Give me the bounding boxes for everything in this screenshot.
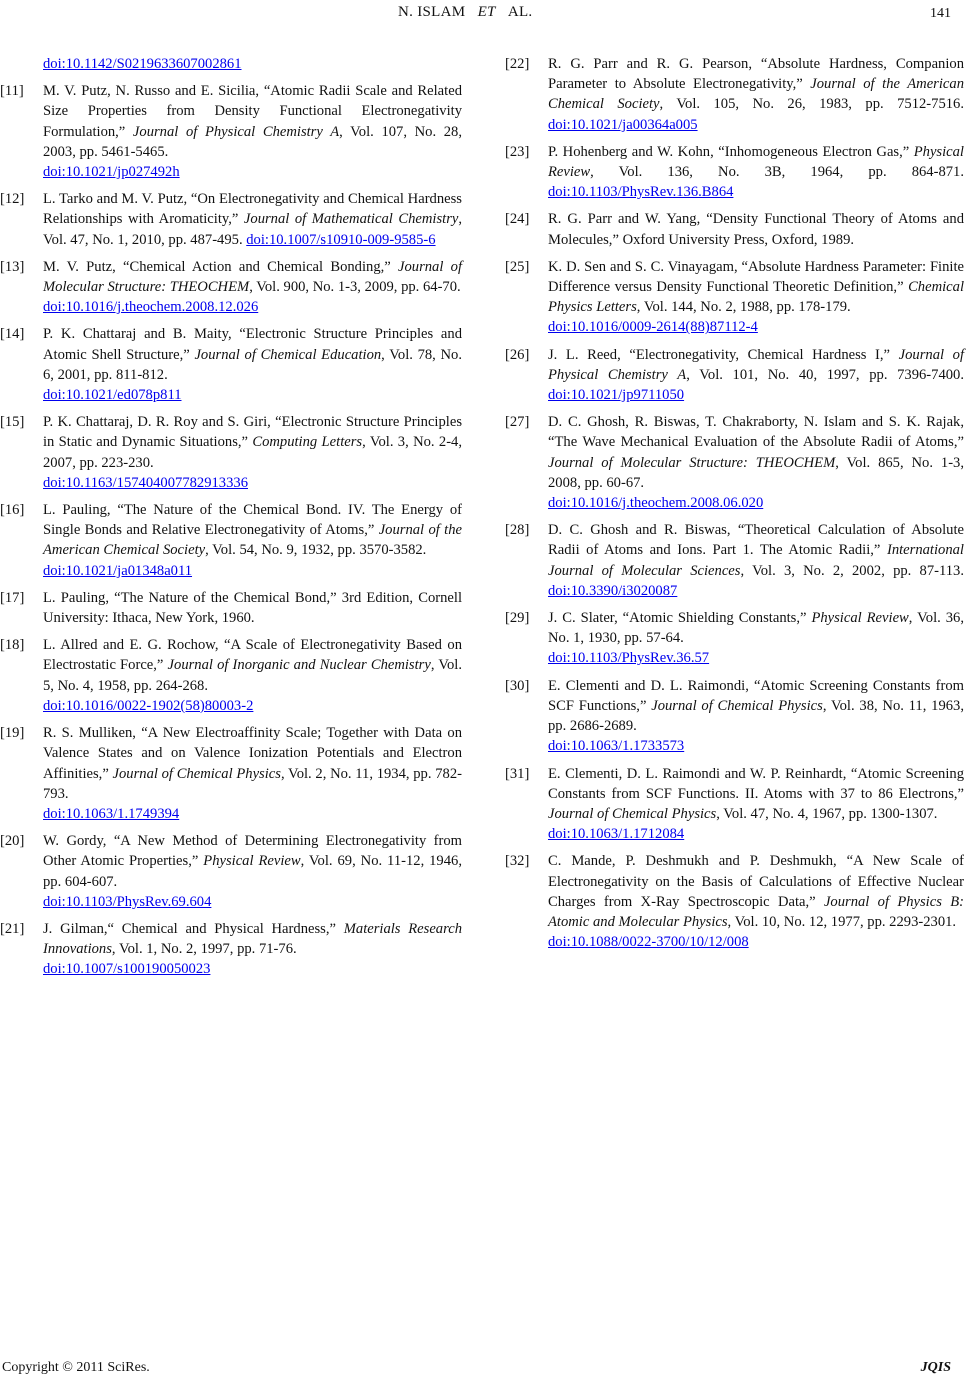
reference-entry [505,851,964,952]
reference-number: [18] [0,637,25,654]
journal-title: Journal of Molecular Structure: THEOCHEM [548,454,836,471]
reference-text: R. S. Mulliken, “A New Electroaffinity Scale; Together with Data on Valence States and on Valence Ionization Potentials and Electron Affinities,” [43,725,462,782]
reference-entry [0,189,462,250]
reference-number: [14] [0,326,25,343]
journal-title: Journal of Chemical Physics [548,805,717,822]
doi-link[interactable]: doi:10.1016/0022-1902(58)80003-2 [43,697,254,714]
reference-text: J. L. Reed, “Electronegativity, Chemical Hardness I,” [548,346,899,363]
reference-text: C. Mande, P. Deshmukh and P. Deshmukh, “A New Scale of Electronegativity on the Basis of Calculations of Effective Nuclear Charges from X-Ray Spectroscopic Data,” [548,853,964,910]
journal-title: Physical Review [811,610,909,627]
reference-entry [505,412,964,513]
doi-link[interactable]: doi:10.1142/S0219633607002861 [43,56,242,72]
doi-link[interactable]: doi:10.1063/1.1733573 [548,738,685,755]
reference-number: [23] [505,143,530,160]
reference-text: D. C. Ghosh and R. Biswas, “Theoretical Calculation of Absolute Radii of Atoms and Ions. Part 1. The Atomic Radii,” [548,522,964,559]
reference-entry [0,500,462,581]
doi-link[interactable]: doi:10.1016/j.theochem.2008.06.020 [548,495,764,512]
reference-text: K. D. Sen and S. C. Vinayagam, “Absolute Hardness Parameter: Finite Difference versus Density Functional Theoretic Definition,” [548,258,964,296]
journal-title: Computing Letters [252,434,363,451]
reference-continuation [0,54,462,74]
reference-text: E. Clementi and D. L. Raimondi, “Atomic Screening Constants from SCF Functions,” [548,677,964,714]
reference-text: R. G. Parr and W. Yang, “Density Functional Theory of Atoms and Molecules,” Oxford University Press, Oxford, 1989. [548,211,964,248]
reference-entry [0,81,462,182]
doi-link[interactable]: doi:10.1021/ja00364a005 [548,116,698,133]
doi-link[interactable]: doi:10.1021/ja01348a011 [43,562,193,579]
reference-entry [505,764,964,845]
reference-details: , Vol. 47, No. 1, 2010, pp. 487-495. [43,211,463,248]
reference-details: , Vol. 10, No. 12, 1977, pp. 2293-2301. [727,913,957,930]
reference-text: L. Pauling, “The Nature of the Chemical Bond,” 3rd Edition, Cornell University: Ithaca, New York, 1960. [43,589,462,627]
reference-entry [505,257,964,338]
reference-number: [24] [505,211,530,228]
doi-link[interactable]: doi:10.1163/157404007782913336 [43,474,248,491]
reference-details: , Vol. 101, No. 40, 1997, pp. 7396-7400. [686,366,964,383]
right-column [505,54,964,959]
journal-title: Journal of Inorganic and Nuclear Chemistry [167,657,431,674]
reference-entry [505,676,964,757]
journal-title: Physical Review [203,853,301,870]
reference-text: E. Clementi, D. L. Raimondi and W. P. Reinhardt, “Atomic Screening Constants from SCF Functions. II. Atoms with 37 to 86 Electrons,” [548,765,964,802]
journal-abbreviation: JQIS [920,1360,951,1375]
journal-title: Journal of the American Chemical Society [548,76,964,113]
reference-details: , Vol. 36, No. 1, 1930, pp. 57-64. [548,610,964,647]
journal-title: International Journal of Molecular Sciences [548,542,964,579]
reference-details: , Vol. 54, No. 9, 1932, pp. 3570-3582. [205,542,427,559]
doi-link[interactable]: doi:10.1016/j.theochem.2008.12.026 [43,299,259,316]
running-header [0,4,967,30]
reference-text: D. C. Ghosh, R. Biswas, T. Chakraborty, N. Islam and S. K. Rajak, “The Wave Mechanical Evaluation of the Absolute Radii of Atoms,” [548,414,964,451]
reference-details: , Vol. 144, No. 2, 1988, pp. 178-179. [636,299,851,316]
doi-link[interactable]: doi:10.1063/1.1712084 [548,826,685,843]
journal-title: Chemical Physics Letters [548,279,964,316]
reference-text: P. Hohenberg and W. Kohn, “Inhomogeneous Electron Gas,” [548,143,914,160]
reference-entry [505,345,964,406]
left-column [0,54,462,987]
reference-number: [25] [505,258,530,275]
reference-number: [32] [505,853,530,870]
reference-details: , Vol. 3, No. 2-4, 2007, pp. 223-230. [43,434,463,471]
reference-details: , Vol. 136, No. 3B, 1964, pp. 864-871. [590,164,964,181]
reference-entry [0,919,462,980]
reference-text: P. K. Chattaraj and B. Maity, “Electronic Structure Principles and Atomic Shell Structure,” [43,326,462,363]
reference-number: [22] [505,56,530,72]
doi-link[interactable]: doi:10.1007/s100190050023 [43,961,211,978]
journal-title: Journal of Physical Chemistry A [548,346,964,383]
reference-entry [505,209,964,249]
reference-number: [11] [0,83,24,100]
left-reference-list [0,81,462,979]
reference-entry [505,142,964,203]
reference-number: [26] [505,346,530,363]
reference-text: M. V. Putz, “Chemical Action and Chemical Bonding,” [43,258,398,275]
reference-number: [15] [0,414,25,431]
reference-text: P. K. Chattaraj, D. R. Roy and S. Giri, “Electronic Structure Principles in Static and Dynamic Situations,” [43,414,462,451]
page-number: 141 [930,6,951,21]
reference-entry [0,723,462,824]
reference-text: L. Pauling, “The Nature of the Chemical Bond. IV. The Energy of Single Bonds and Relative Electronegativity of Atoms,” [43,502,462,539]
reference-details: , Vol. 3, No. 2, 2002, pp. 87-113. [740,562,964,579]
journal-title: Journal of Chemical Education [194,346,382,363]
reference-details: , Vol. 1, No. 2, 1997, pp. 71-76. [111,941,297,958]
doi-link[interactable]: doi:10.1103/PhysRev.36.57 [548,650,710,667]
reference-text: J. C. Slater, “Atomic Shielding Constants,” [548,610,812,627]
reference-number: [17] [0,589,25,606]
journal-title: Journal of Physics B: Atomic and Molecular Physics [548,893,964,930]
running-title-al: AL. [507,4,533,20]
reference-number: [31] [505,765,530,782]
journal-title: Journal of Chemical Physics [112,765,281,782]
doi-link[interactable]: doi:10.1103/PhysRev.69.604 [43,893,212,910]
reference-details: , Vol. 5, No. 4, 1958, pp. 264-268. [43,657,462,694]
reference-number: [19] [0,725,25,742]
reference-entry [0,412,462,493]
journal-title: Journal of the American Chemical Society [43,522,462,559]
running-title-et: ET [477,4,496,20]
reference-entry [505,608,964,669]
reference-text: J. Gilman,“ Chemical and Physical Hardness,” [43,920,344,937]
reference-details: , Vol. 105, No. 26, 1983, pp. 7512-7516. [659,96,964,113]
reference-details: , Vol. 69, No. 11-12, 1946, pp. 604-607. [43,853,462,890]
running-title [398,4,532,21]
journal-title: Journal of Physical Chemistry A [132,123,340,140]
doi-link[interactable]: doi:10.1103/PhysRev.136.B864 [548,184,734,201]
reference-text: M. V. Putz, N. Russo and E. Sicilia, “Atomic Radii Scale and Related Size Properties from Density Functional Electronegativity Formulation,” [43,83,462,140]
doi-link[interactable]: doi:10.1007/s10910-009-9585-6 [246,231,436,248]
reference-details: , Vol. 47, No. 4, 1967, pp. 1300-1307. [716,805,938,822]
reference-number: [13] [0,258,25,275]
reference-number: [20] [0,833,25,850]
reference-number: [30] [505,677,530,694]
reference-text: L. Tarko and M. V. Putz, “On Electronegativity and Chemical Hardness Relationships with Aromaticity,” [43,191,462,228]
reference-number: [27] [505,414,530,431]
page-footer [0,1360,967,1380]
reference-details: , Vol. 107, No. 28, 2003, pp. 5461-5465. [43,123,462,160]
running-title-authors: N. ISLAM [398,4,466,20]
reference-details: , Vol. 900, No. 1-3, 2009, pp. 64-70. [249,279,461,296]
reference-entry [0,831,462,912]
journal-title: Physical Review [548,143,964,181]
reference-entry [505,54,964,135]
doi-link[interactable]: doi:10.1021/jp9711050 [548,387,685,404]
reference-number: [21] [0,920,25,937]
reference-number: [16] [0,502,25,519]
reference-number: [28] [505,522,530,539]
doi-link[interactable]: doi:10.1021/jp027492h [43,164,180,181]
reference-entry [0,257,462,318]
right-reference-list [505,54,964,952]
reference-number: [12] [0,191,25,208]
reference-details: , Vol. 78, No. 6, 2001, pp. 811-812. [43,346,462,383]
doi-link[interactable]: doi:10.1063/1.1749394 [43,805,180,822]
journal-title: Journal of Chemical Physics [651,697,823,714]
doi-link[interactable]: doi:10.1021/ed078p811 [43,387,182,404]
copyright-notice: Copyright © 2011 SciRes. [2,1360,150,1375]
reference-entry [505,520,964,601]
doi-link[interactable]: doi:10.1016/0009-2614(88)87112-4 [548,319,758,336]
reference-details: , Vol. 38, No. 11, 1963, pp. 2686-2689. [548,697,964,735]
reference-text: W. Gordy, “A New Method of Determining Electronegativity from Other Atomic Properties,” [43,833,462,870]
reference-number: [29] [505,610,530,627]
doi-link[interactable]: doi:10.3390/i3020087 [548,582,678,599]
doi-link[interactable]: doi:10.1088/0022-3700/10/12/008 [548,934,749,951]
reference-details: , Vol. 865, No. 1-3, 2008, pp. 60-67. [548,454,964,491]
reference-entry [0,324,462,405]
journal-title: Journal of Mathematical Chemistry [243,211,459,228]
reference-entry [0,588,462,628]
reference-entry [0,635,462,716]
journal-title: Materials Research Innovations [43,920,463,958]
journal-title: Journal of Molecular Structure: THEOCHEM [43,258,463,296]
reference-text: R. G. Parr and R. G. Pearson, “Absolute Hardness, Companion Parameter to Absolute Electronegativity,” [548,56,964,93]
reference-text: L. Allred and E. G. Rochow, “A Scale of Electronegativity Based on Electrostatic Force,” [43,637,462,674]
reference-details: , Vol. 2, No. 11, 1934, pp. 782-793. [43,765,462,802]
